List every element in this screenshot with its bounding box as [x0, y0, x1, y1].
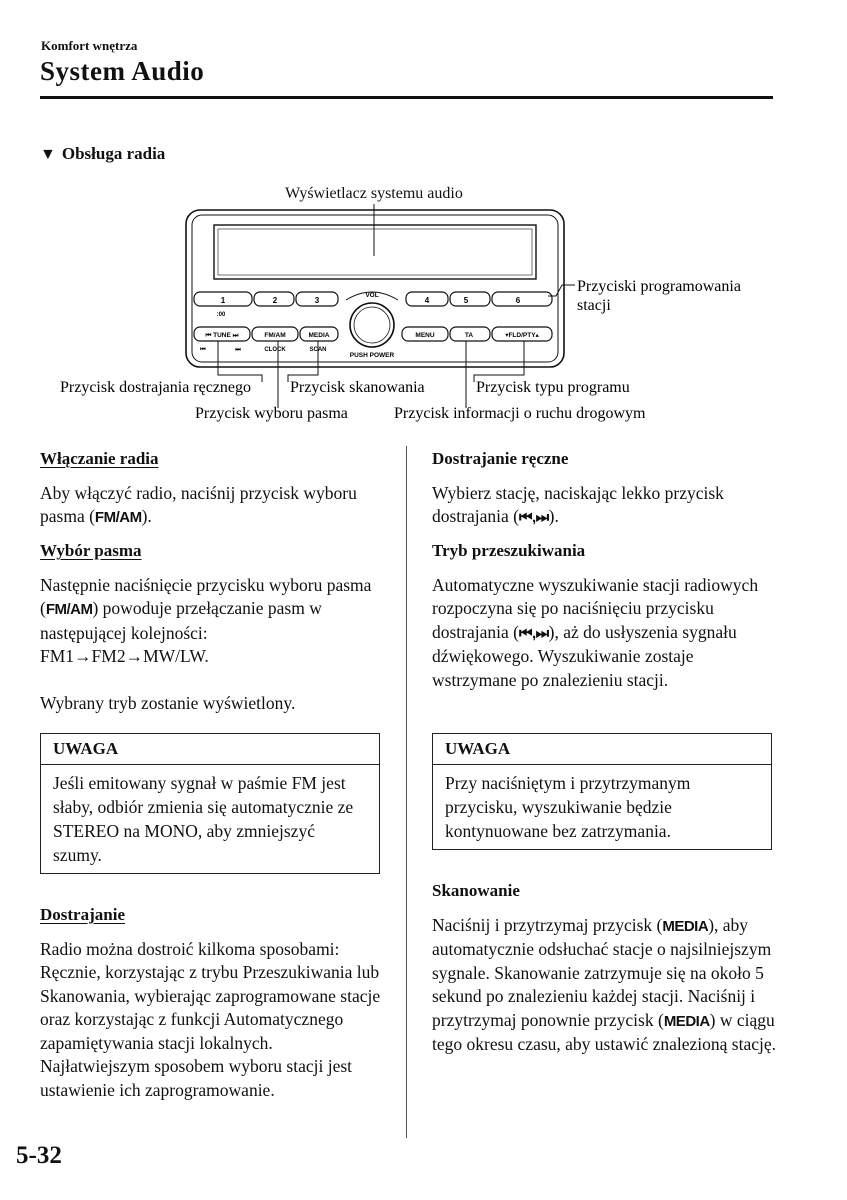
tune-button-ref-2: ⏮,⏭ — [518, 624, 549, 642]
subsection-label: Obsługa radia — [61, 144, 166, 163]
manual-heading: Dostrajanie ręczne — [432, 449, 569, 468]
callout-presets-2: stacji — [577, 297, 611, 314]
title-rule — [40, 96, 773, 99]
right-note — [432, 733, 772, 850]
fmam-button-ref-2: FM/AM — [45, 601, 93, 618]
preset-label-4: 4 — [424, 296, 430, 305]
menu-label: MENU — [415, 332, 435, 339]
clock-label: CLOCK — [264, 347, 286, 353]
band-section — [40, 539, 385, 715]
callout-scan: Przycisk skanowania — [290, 379, 425, 396]
tuning-text: Radio można dostroić kilkoma sposobami: Ręcznie, korzystając z trybu Przeszukiwania lub Skanowania, wybierając zaprogramowane stacje oraz korzystając z funkcji Automatycznego zapamiętywania stacji lokalnych. Najłatwiejszym sposobem wyboru stacji jest ustawienie ich zaprogramowanie. — [40, 938, 381, 1100]
preset-label-2: 2 — [272, 296, 278, 305]
fld-pty-label: ▾FLD/PTY▴ — [505, 332, 539, 339]
right-note-title: UWAGA — [433, 734, 771, 765]
scan-text: Naciśnij i przytrzymaj przycisk (MEDIA), aby automatycznie odsłuchać stacje o najsilniejszym sygnale. Skanowanie zatrzymuje się na około 5 sekund po znalezieniu każdej stacji. Naciśnij i przytrzymaj ponownie przycisk (MEDIA) w ciągu tego okresu czasu, aby ustawić znalezioną stację. — [432, 914, 777, 1054]
preset-label-3: 3 — [314, 296, 320, 305]
preset-label-5: 5 — [463, 296, 469, 305]
preset-label-6: 6 — [515, 296, 521, 305]
power-on-text: Aby włączyć radio, naciśnij przycisk wyboru pasma (FM/AM). — [40, 482, 357, 526]
tuning-section — [40, 903, 385, 1102]
callout-band: Przycisk wyboru pasma — [195, 405, 348, 422]
manual-text: Wybierz stację, naciskając lekko przycisk dostrajania (⏮,⏭). — [432, 482, 724, 526]
fmam-button-ref: FM/AM — [94, 509, 142, 526]
preset-button-5 — [450, 292, 490, 306]
callout-traffic: Przycisk informacji o ruchu drogowym — [394, 405, 646, 422]
display-screen — [214, 225, 536, 279]
media-label: MEDIA — [308, 332, 330, 339]
callout-manual-tuning: Przycisk dostrajania ręcznego — [60, 379, 252, 396]
power-on-heading: Włączanie radia — [40, 449, 159, 468]
left-note-text: Jeśli emitowany sygnał w paśmie FM jest słaby, odbiór zmienia się automatycznie ze STEREO na MONO, aby zmniejszyć szumy. — [53, 773, 354, 865]
preset-button-6 — [492, 292, 552, 306]
media-button-ref: MEDIA — [662, 917, 709, 935]
scan-heading: Skanowanie — [432, 881, 520, 900]
push-power-label: PUSH POWER — [349, 352, 395, 359]
seek-text: Automatyczne wyszukiwanie stacji radiowych rozpoczyna się po naciśnięciu przycisku dostrajania (⏮,⏭), aż do usłyszenia sygnału dźwiękowego. Wyszukiwanie zostaje wstrzymane po znalezieniu stacji. — [432, 574, 759, 690]
column-divider — [406, 446, 407, 1138]
seek-section — [432, 539, 777, 692]
display-label: Wyświetlacz systemu audio — [285, 185, 463, 202]
section-label: Komfort wnętrza — [41, 38, 138, 53]
left-note-title: UWAGA — [41, 734, 379, 765]
fmam-label: FM/AM — [264, 332, 286, 339]
callout-presets-1: Przyciski programowania — [577, 278, 741, 295]
power-on-section — [40, 447, 385, 530]
preset-label-1: 1 — [220, 296, 226, 305]
vol-label: VOL — [365, 292, 379, 299]
callout-program-type: Przycisk typu programu — [476, 379, 630, 396]
left-note — [40, 733, 380, 874]
manual-section — [432, 447, 777, 530]
volume-knob — [350, 303, 394, 347]
tune-label: ⏮ TUNE ⏭ — [205, 332, 239, 339]
scan-label: SCAN — [309, 347, 327, 353]
seek-heading: Tryb przeszukiwania — [432, 541, 586, 560]
band-sequence: FM1→FM2→MW/LW. — [40, 646, 209, 666]
band-displayed: Wybrany tryb zostanie wyświetlony. — [40, 692, 296, 713]
scan-section — [432, 879, 777, 1057]
tune-button-ref: ⏮,⏭ — [518, 509, 549, 526]
subsection-title — [40, 144, 165, 164]
tune-sub-right: ⏭ — [235, 347, 241, 353]
preset-1-sub: :00 — [216, 312, 226, 318]
ta-label: TA — [464, 332, 474, 339]
band-text: Następnie naciśnięcie przycisku wyboru pasma (FM/AM) powoduje przełączanie pasm w następującej kolejności: — [40, 574, 372, 643]
band-heading: Wybór pasma — [40, 541, 142, 560]
right-note-text: Przy naciśniętym i przytrzymanym przycisku, wyszukiwanie będzie kontynuowane bez zatrzymania. — [445, 773, 691, 841]
tune-sub-left: ⏮ — [200, 347, 206, 353]
page-number: 5-32 — [16, 1142, 62, 1169]
tuning-heading: Dostrajanie — [40, 905, 125, 924]
triangle-down-icon: ▼ — [40, 146, 56, 163]
radio-diagram — [0, 170, 847, 430]
page-title: System Audio — [40, 56, 205, 86]
media-button-ref-2: MEDIA — [663, 1012, 710, 1030]
